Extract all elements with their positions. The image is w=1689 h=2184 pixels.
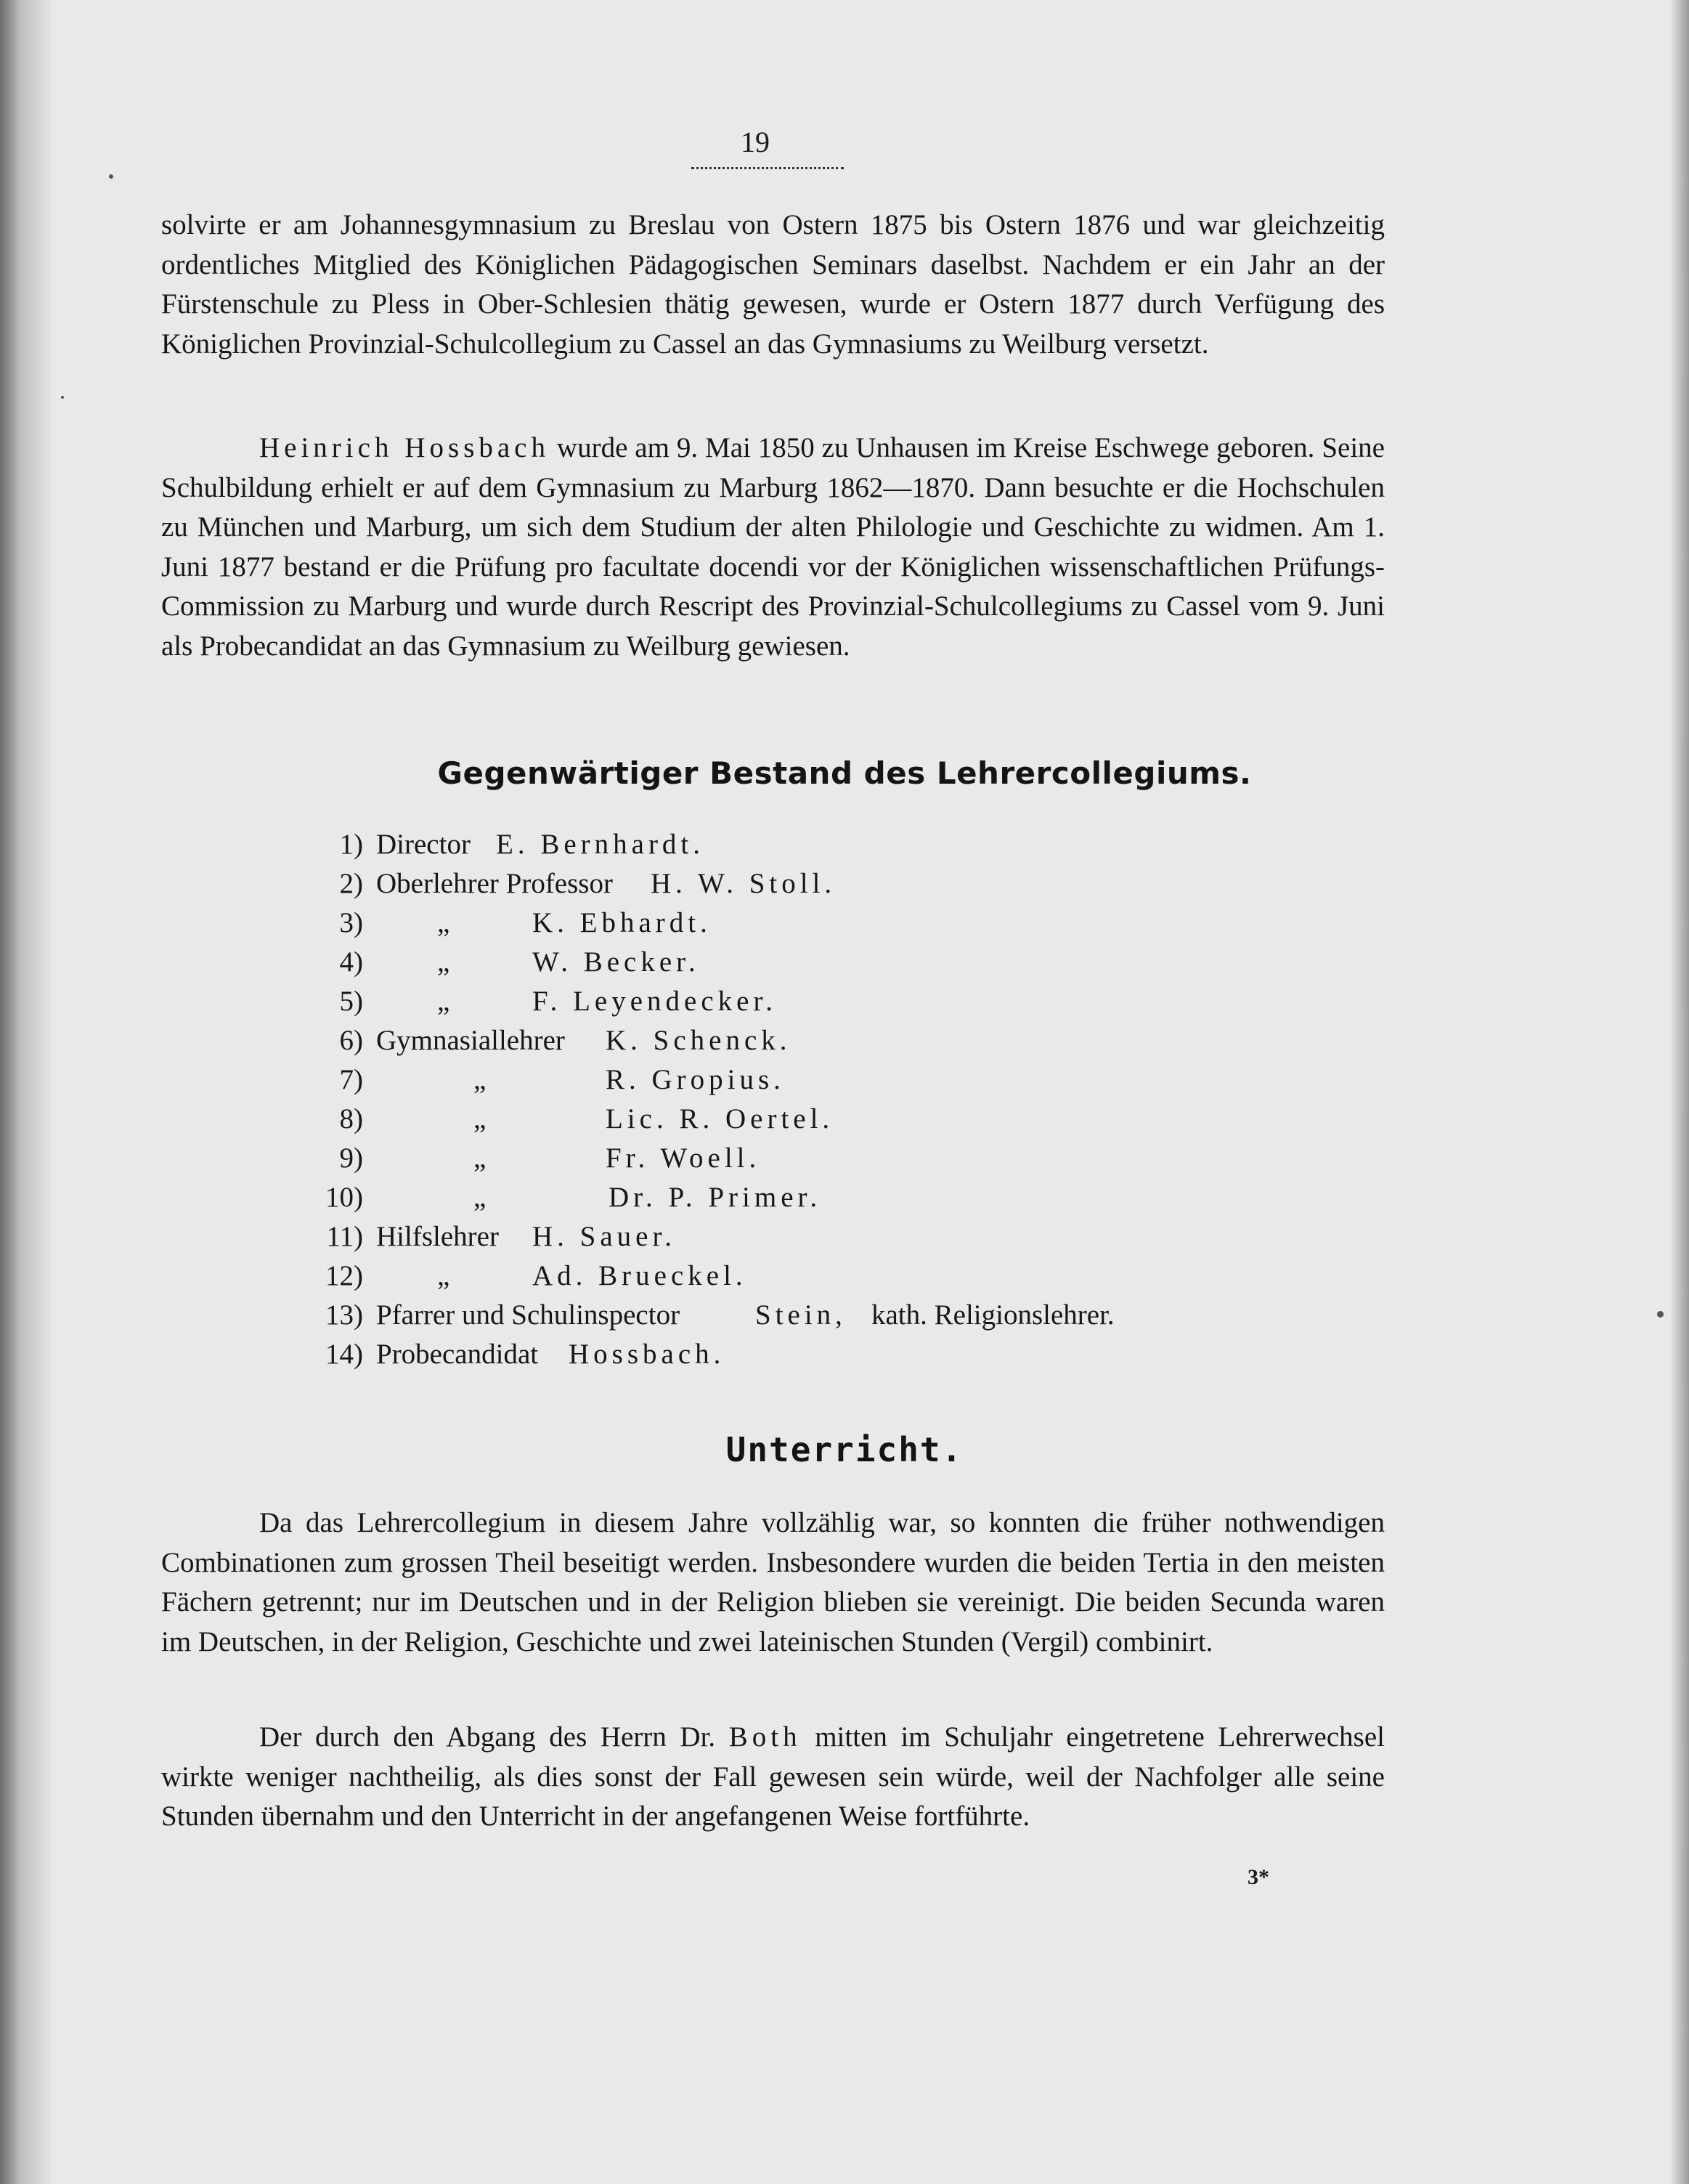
staff-row <box>0 828 1689 866</box>
staff-row <box>0 985 1689 1023</box>
staff-number: 11) <box>326 1221 363 1252</box>
staff-number: 8) <box>339 1103 363 1134</box>
staff-row <box>0 946 1689 983</box>
staff-number: 7) <box>339 1064 363 1095</box>
paragraph-abgang <box>161 1718 1385 1837</box>
staff-name: H. W. Stoll. <box>651 868 837 899</box>
staff-name: W. Becker. <box>532 946 700 978</box>
ditto-mark: „ <box>437 907 450 938</box>
staff-name: K. Ebhardt. <box>532 907 712 938</box>
staff-name: E. Bernhardt. <box>496 829 705 860</box>
staff-number: 3) <box>339 907 363 938</box>
staff-row <box>0 1142 1689 1180</box>
staff-row <box>0 906 1689 944</box>
staff-name: Fr. Woell. <box>606 1142 761 1174</box>
staff-note: kath. Religionslehrer. <box>871 1299 1115 1331</box>
staff-name: Lic. R. Oertel. <box>606 1103 834 1134</box>
staff-row <box>0 1024 1689 1062</box>
page-number: 19 <box>741 126 770 158</box>
staff-title: Oberlehrer Professor <box>376 868 613 899</box>
paragraph-lehrercollegium: Da das Lehrercollegium in diesem Jahre vollzählig war, so konnten die früher nothwendigen Combinationen zum grossen Theil beseitigt werden. Insbesondere wurden die beiden Tertia in den meisten Fächern getrennt; nur im Deutschen und in der Religion blieben sie vereinigt. Die beiden Secunda waren im Deutschen, in der Religion, Geschichte und zwei lateinischen Stunden (Vergil) combinirt. <box>161 1507 1385 1657</box>
staff-row <box>0 1259 1689 1297</box>
staff-title: Probecandidat <box>376 1339 539 1370</box>
page-number-ornament <box>691 163 844 169</box>
staff-name: F. Leyendecker. <box>532 986 778 1017</box>
print-speck <box>61 396 64 399</box>
staff-name: H. Sauer. <box>532 1221 677 1252</box>
staff-title: Director <box>376 829 471 860</box>
heading-bestand: Gegenwärtiger Bestand des Lehrercollegiums. <box>437 755 1252 791</box>
staff-row <box>0 1181 1689 1219</box>
paragraph-hossbach-text: wurde am 9. Mai 1850 zu Unhausen im Kreise Eschwege geboren. Seine Schulbildung erhielt er auf dem Gymnasium zu Marburg 1862—1870. Dann besuchte er die Hochschulen zu München und Marburg, um sich dem Studium der alten Philologie und Geschichte zu widmen. Am 1. Juni 1877 bestand er die Prüfung pro facultate docendi vor der Königlichen wissenschaftlichen Prüfungs-Commission zu Marburg und wurde durch Rescript des Provinzial-Schulcollegiums zu Cassel vom 9. Juni als Probecandidat an das Gymnasium zu Weilburg gewiesen. <box>161 432 1385 662</box>
staff-number: 6) <box>339 1025 363 1056</box>
staff-row <box>0 1338 1689 1376</box>
staff-row <box>0 1299 1689 1336</box>
staff-title: Pfarrer und Schulinspector <box>376 1299 680 1331</box>
ditto-mark: „ <box>437 1260 450 1291</box>
paragraph-solvirte: solvirte er am Johannesgymnasium zu Breslau von Ostern 1875 bis Ostern 1876 und war gleichzeitig ordentliches Mitglied des Königlichen Pädagogischen Seminars daselbst. Nachdem er ein Jahr an der Fürstenschule zu Pless in Ober-Schlesien thätig gewesen, wurde er Ostern 1877 durch Verfügung des Königlichen Provinzial-Schulcollegium zu Cassel an das Gymnasiums zu Weilburg versetzt. <box>161 209 1385 360</box>
person-name-both: Both <box>728 1721 802 1753</box>
staff-number: 5) <box>339 986 363 1017</box>
staff-name: K. Schenck. <box>606 1025 791 1056</box>
staff-number: 1) <box>339 829 363 860</box>
staff-row <box>0 1220 1689 1258</box>
ditto-mark: „ <box>437 946 450 978</box>
staff-row <box>0 867 1689 905</box>
ditto-mark: „ <box>437 986 450 1017</box>
heading-unterricht: Unterricht. <box>725 1430 964 1469</box>
staff-number: 2) <box>339 868 363 899</box>
staff-row <box>0 1063 1689 1101</box>
staff-name: Dr. P. Primer. <box>609 1182 822 1213</box>
staff-title: Hilfslehrer <box>376 1221 499 1252</box>
paragraph-abgang-text: Der durch den Abgang des Herrn Dr. <box>259 1721 729 1753</box>
person-name-hossbach: Heinrich Hossbach <box>259 432 550 463</box>
staff-row <box>0 1103 1689 1140</box>
paragraph-abgang-text-2: mitten im Schuljahr eingetretene Lehrerwechsel wirkte weniger nachtheilig, als dies sonst der Fall gewesen sein würde, weil der Nachfolger alle seine Stunden übernahm und den Unterricht in der angefangenen Weise fortführte. <box>161 1721 1385 1832</box>
ditto-mark: „ <box>473 1064 487 1095</box>
staff-title: Gymnasiallehrer <box>376 1025 565 1056</box>
staff-number: 14) <box>325 1339 363 1370</box>
staff-number: 13) <box>325 1299 363 1331</box>
signature-mark: 3* <box>1248 1865 1269 1889</box>
staff-name: Hossbach. <box>569 1339 725 1370</box>
staff-number: 4) <box>339 946 363 978</box>
staff-number: 9) <box>339 1142 363 1174</box>
ditto-mark: „ <box>473 1103 487 1134</box>
staff-number: 10) <box>325 1182 363 1213</box>
print-speck <box>1657 1311 1664 1318</box>
paragraph-hossbach <box>161 429 1385 666</box>
ditto-mark: „ <box>473 1182 487 1213</box>
staff-name: Stein, <box>755 1299 847 1331</box>
staff-number: 12) <box>325 1260 363 1291</box>
staff-name: Ad. Brueckel. <box>532 1260 747 1291</box>
staff-name: R. Gropius. <box>606 1064 785 1095</box>
print-speck <box>109 174 113 179</box>
ditto-mark: „ <box>473 1142 487 1174</box>
